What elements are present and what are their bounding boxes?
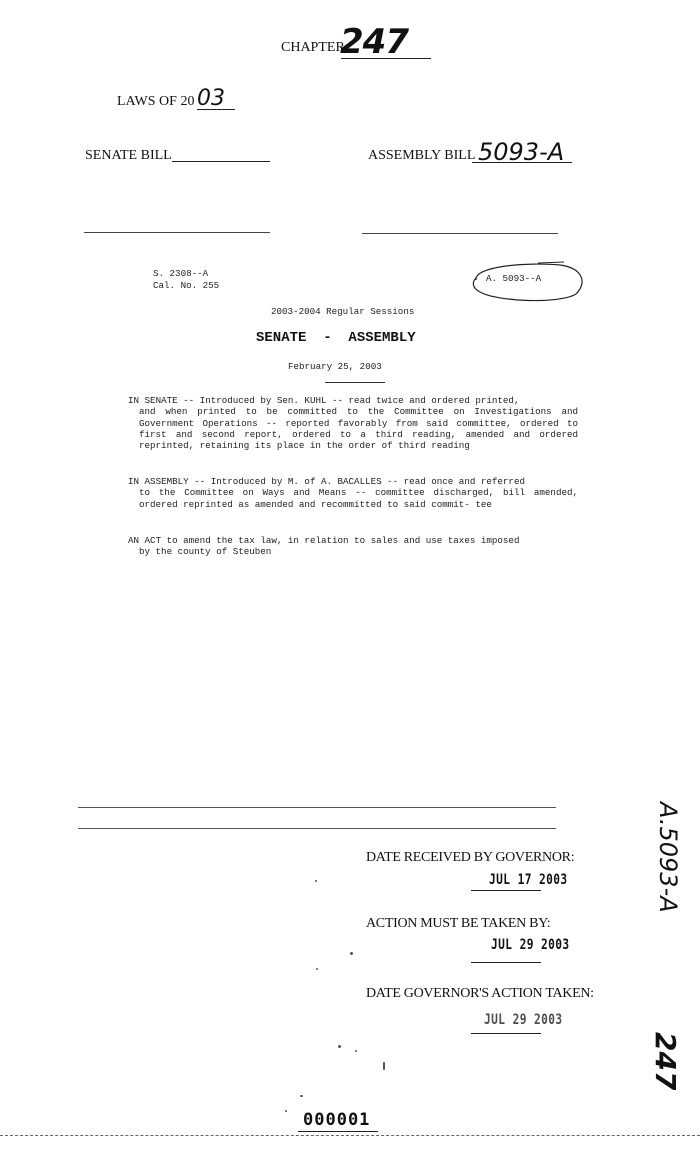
- scan-speck: [355, 1050, 357, 1052]
- page-number-underline: [298, 1131, 378, 1132]
- scan-speck: [285, 1110, 287, 1112]
- senate-history-continued: and when printed to be committed to the Committee on Investigations and Government Operations -- reported favorably from said committee, ordered to first and second report, ordered to a third reading, amended and ordered reprinted, retaining its place in the order of third reading: [139, 406, 578, 452]
- action-taken-label: DATE GOVERNOR'S ACTION TAKEN:: [366, 986, 594, 1001]
- page-number: 000001: [303, 1110, 371, 1130]
- laws-label: LAWS OF 20: [117, 94, 195, 109]
- assembly-history-paragraph: [128, 476, 578, 510]
- bottom-divider-2: [78, 828, 556, 829]
- act-title-continued: by the county of Steuben: [139, 546, 272, 558]
- bill-date: February 25, 2003: [288, 361, 382, 372]
- assembly-bill-underline: [472, 162, 572, 163]
- chapter-label: CHAPTER: [281, 40, 345, 55]
- senate-bill-underline: [172, 161, 270, 162]
- bottom-divider-1: [78, 807, 556, 808]
- margin-bill-number-handwritten: [648, 800, 688, 950]
- scan-speck: [315, 880, 317, 882]
- date-received-stamp: JUL 17 2003: [489, 872, 568, 888]
- act-title-first-line: AN ACT to amend the tax law, in relation to sales and use taxes imposed: [128, 535, 520, 546]
- house-title: SENATE - ASSEMBLY: [256, 330, 416, 346]
- senate-bill-label: SENATE BILL: [85, 148, 172, 163]
- senate-history-first-line: IN SENATE -- Introduced by Sen. KUHL -- read twice and ordered printed,: [128, 395, 520, 406]
- scan-speck: [316, 968, 318, 970]
- assembly-history-first-line: IN ASSEMBLY -- Introduced by M. of A. BACALLES -- read once and referred: [128, 476, 525, 487]
- margin-chapter-number-handwritten: [646, 1030, 690, 1090]
- act-title-paragraph: [128, 535, 578, 558]
- scan-speck: [338, 1045, 341, 1048]
- sessions-line: 2003-2004 Regular Sessions: [271, 306, 415, 317]
- assembly-bill-number-handwritten: 5093-A: [478, 138, 565, 166]
- action-taken-stamp: JUL 29 2003: [484, 1012, 563, 1028]
- senate-history-paragraph: [128, 395, 578, 451]
- divider-left: [84, 232, 270, 233]
- margin-chapter-number-text: 247: [649, 1032, 682, 1090]
- scan-speck: [383, 1062, 385, 1070]
- margin-bill-number-text: A.5093-A: [654, 802, 682, 913]
- chapter-number-handwritten: 247: [340, 22, 408, 62]
- scan-bottom-edge: [0, 1135, 700, 1136]
- date-divider: [325, 382, 385, 383]
- assembly-bill-label: ASSEMBLY BILL: [368, 148, 476, 163]
- date-received-underline: [471, 890, 541, 891]
- action-deadline-stamp: JUL 29 2003: [491, 937, 570, 953]
- laws-year-handwritten: 03: [197, 86, 225, 111]
- action-deadline-underline: [471, 962, 541, 963]
- scan-speck: [350, 952, 353, 955]
- circled-bill-id: A. 5093--A: [486, 273, 542, 284]
- divider-right: [362, 233, 558, 234]
- scan-speck: [300, 1095, 303, 1097]
- calendar-number: Cal. No. 255: [153, 280, 220, 291]
- laws-underline: [197, 109, 235, 110]
- action-taken-underline: [471, 1033, 541, 1034]
- senate-bill-id: S. 2308--A: [153, 268, 209, 279]
- assembly-history-continued: to the Committee on Ways and Means -- committee discharged, bill amended, ordered reprinted as amended and recommitted to said commit- tee: [139, 487, 578, 510]
- chapter-underline: [341, 58, 431, 59]
- date-received-label: DATE RECEIVED BY GOVERNOR:: [366, 850, 575, 865]
- action-deadline-label: ACTION MUST BE TAKEN BY:: [366, 916, 551, 931]
